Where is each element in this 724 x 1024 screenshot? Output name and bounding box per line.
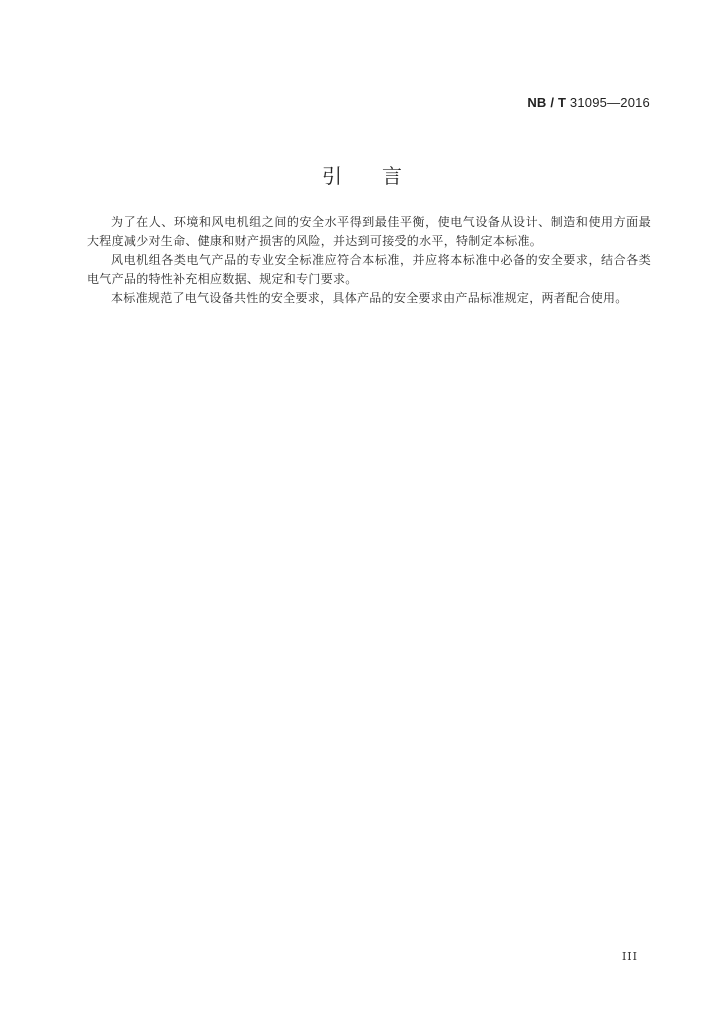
standard-number: 31095 (569, 95, 608, 110)
standard-separator: — (607, 95, 621, 110)
standard-code-header (527, 95, 650, 110)
introduction-body (87, 213, 651, 308)
page-number: III (621, 950, 638, 963)
standard-year: 2016 (620, 95, 650, 110)
paragraph-2: 风电机组各类电气产品的专业安全标准应符合本标准，并应将本标准中必备的安全要求，结合各类电气产品的特性补充相应数据、规定和专门要求。 (87, 253, 651, 286)
paragraph-3: 本标准规范了电气设备共性的安全要求，具体产品的安全要求由产品标准规定，两者配合使用。 (111, 291, 628, 305)
standard-prefix: NB / T (527, 95, 567, 110)
section-title: 引言 (322, 164, 442, 188)
paragraph-1: 为了在人、环境和风电机组之间的安全水平得到最佳平衡，使电气设备从设计、制造和使用方面最大程度减少对生命、健康和财产损害的风险，并达到可接受的水平，特制定本标准。 (87, 215, 651, 248)
